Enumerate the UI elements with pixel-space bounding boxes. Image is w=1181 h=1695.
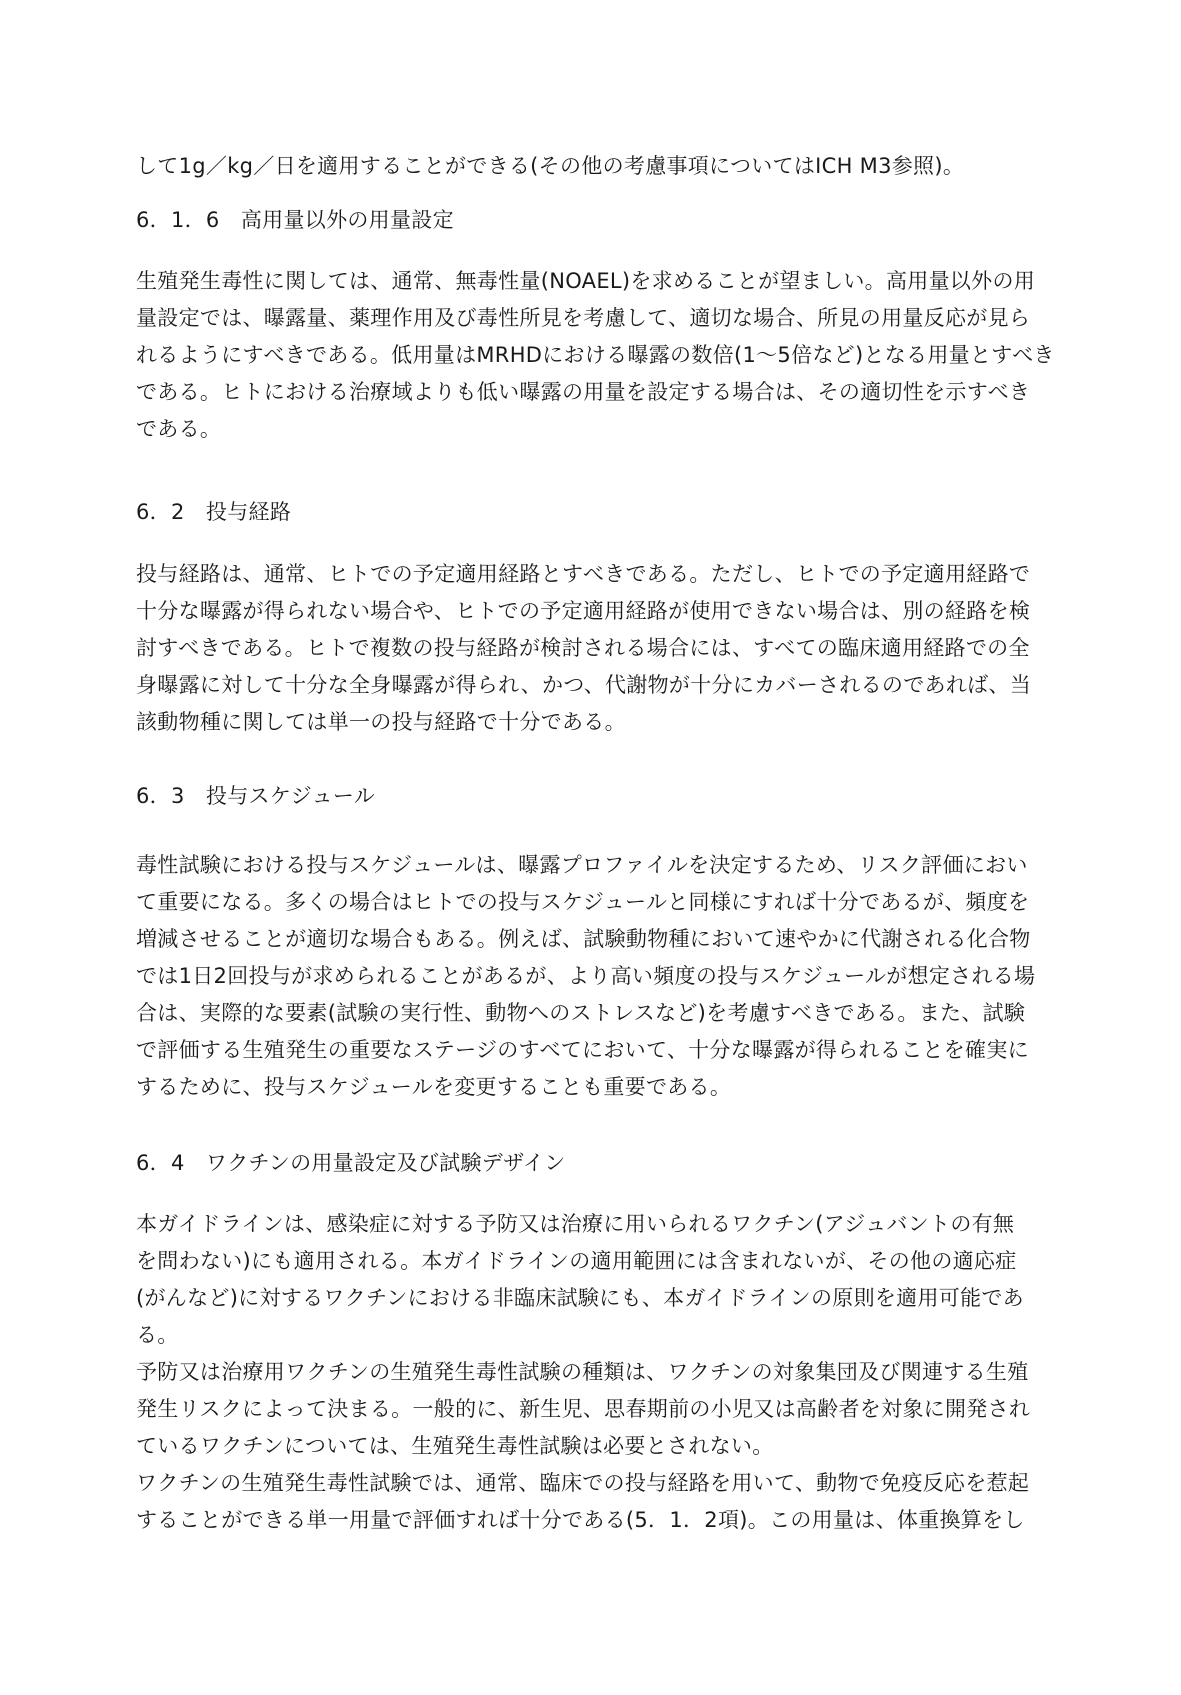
text-line: では1日2回投与が求められることがあるが、より高い頻度の投与スケジュールが想定される場 bbox=[136, 964, 1036, 988]
text-line: ているワクチンについては、生殖発生毒性試験は必要とされない。 bbox=[136, 1434, 774, 1458]
text-line: れるようにすべきである。低用量はMRHDにおける曝露の数倍(1～5倍など)となる用量とすべき bbox=[136, 343, 1055, 367]
text-line: る。 bbox=[136, 1323, 179, 1347]
paragraph-6-4 bbox=[136, 1206, 1046, 1539]
text-line: 毒性試験における投与スケジュールは、曝露プロファイルを決定するため、リスク評価におい bbox=[136, 853, 1028, 877]
text-line: である。 bbox=[136, 417, 222, 441]
heading-6-4: 6．4 ワクチンの用量設定及び試験デザイン bbox=[136, 1151, 566, 1175]
text-line: 量設定では、曝露量、薬理作用及び毒性所見を考慮して、適切な場合、所見の用量反応が見ら bbox=[136, 306, 1031, 330]
text-line: 身曝露に対して十分な全身曝露が得られ、かつ、代謝物が十分にカバーされるのであれば、当 bbox=[136, 673, 1032, 697]
text-line: (がんなど)に対するワクチンにおける非臨床試験にも、本ガイドラインの原則を適用可能であ bbox=[136, 1286, 1024, 1310]
text-line: 討すべきである。ヒトで複数の投与経路が検討される場合には、すべての臨床適用経路での全 bbox=[136, 636, 1030, 660]
text-line: 予防又は治療用ワクチンの生殖発生毒性試験の種類は、ワクチンの対象集団及び関連する生殖 bbox=[136, 1360, 1029, 1384]
text-line: 本ガイドラインは、感染症に対する予防又は治療に用いられるワクチン(アジュバントの有無 bbox=[136, 1212, 1015, 1236]
heading-6-1-6: 6．1．6 高用量以外の用量設定 bbox=[136, 208, 454, 232]
text-line: て重要になる。多くの場合はヒトでの投与スケジュールと同様にすれば十分であるが、頻度を bbox=[136, 890, 1030, 914]
text-line: 生殖発生毒性に関しては、通常、無毒性量(NOAEL)を求めることが望ましい。高用量以外の用 bbox=[136, 269, 1036, 293]
paragraph-6-2 bbox=[136, 556, 1046, 741]
text-line: ワクチンの生殖発生毒性試験では、通常、臨床での投与経路を用いて、動物で免疫反応を惹起 bbox=[136, 1471, 1030, 1495]
text-line: することができる単一用量で評価すれば十分である(5．1．2項)。この用量は、体重換算をし bbox=[136, 1508, 1025, 1532]
paragraph-6-3 bbox=[136, 847, 1046, 1106]
text-line: 発生リスクによって決まる。一般的に、新生児、思春期前の小児又は高齢者を対象に開発され bbox=[136, 1397, 1031, 1421]
text-line: 十分な曝露が得られない場合や、ヒトでの予定適用経路が使用できない場合は、別の経路を検 bbox=[136, 599, 1031, 623]
text-line: 合は、実際的な要素(試験の実行性、動物へのストレスなど)を考慮すべきである。また、試験 bbox=[136, 1001, 1026, 1025]
intro-paragraph bbox=[136, 148, 1046, 185]
text-line: 投与経路は、通常、ヒトでの予定適用経路とすべきである。ただし、ヒトでの予定適用経路で bbox=[136, 562, 1031, 586]
text-line: で評価する生殖発生の重要なステージのすべてにおいて、十分な曝露が得られることを確実に bbox=[136, 1038, 1029, 1062]
text-line: するために、投与スケジュールを変更することも重要である。 bbox=[136, 1075, 732, 1099]
text-line: して1g／kg／日を適用することができる(その他の考慮事項についてはICH M3参照)。 bbox=[136, 154, 965, 178]
text-line: 増減させることが適切な場合もある。例えば、試験動物種において速やかに代謝される化合物 bbox=[136, 927, 1031, 951]
paragraph-6-1-6 bbox=[136, 263, 1055, 448]
text-line: 該動物種に関しては単一の投与経路で十分である。 bbox=[136, 710, 626, 734]
heading-6-3: 6．3 投与スケジュール bbox=[136, 784, 376, 808]
heading-6-2: 6．2 投与経路 bbox=[136, 500, 292, 524]
text-line: である。ヒトにおける治療域よりも低い曝露の用量を設定する場合は、その適切性を示すべき bbox=[136, 380, 1031, 404]
text-line: を問わない)にも適用される。本ガイドラインの適用範囲には含まれないが、その他の適応症 bbox=[136, 1249, 1017, 1273]
